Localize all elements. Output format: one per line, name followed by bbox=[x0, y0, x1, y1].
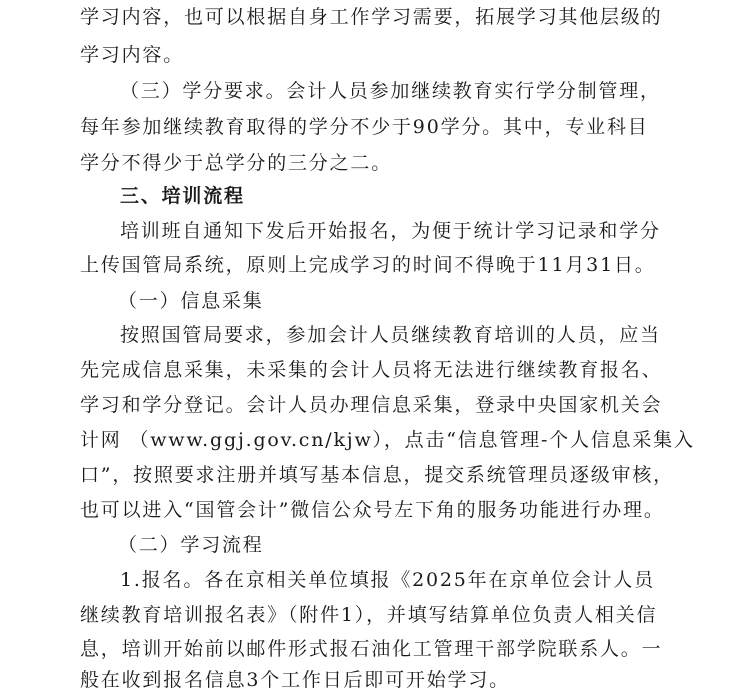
paragraph-line: 按照国管局要求，参加会计人员继续教育培训的人员，应当 bbox=[120, 324, 661, 346]
paragraph-line: （三）学分要求。会计人员参加继续教育实行学分制管理， bbox=[120, 80, 661, 102]
subheading-info-collection: （一）信息采集 bbox=[118, 290, 264, 312]
paragraph-line: 学分不得少于总学分的三分之二。 bbox=[80, 152, 393, 174]
paragraph-line: 计网 （www.ggj.gov.cn/kjw），点击“信息管理-个人信息采集入 bbox=[80, 429, 695, 451]
paragraph-line: 每年参加继续教育取得的学分不少于90学分。其中，专业科目 bbox=[80, 116, 649, 138]
paragraph-line: 1.报名。各在京相关单位填报《2025年在京单位会计人员 bbox=[120, 569, 655, 591]
paragraph-line: 息，培训开始前以邮件形式报石油化工管理干部学院联系人。一 bbox=[80, 638, 663, 660]
paragraph-line: 口”，按照要求注册并填写基本信息，提交系统管理员逐级审核， bbox=[80, 464, 674, 486]
paragraph-line: 学习内容，也可以根据自身工作学习需要，拓展学习其他层级的 bbox=[80, 6, 663, 28]
subheading-study-process: （二）学习流程 bbox=[118, 534, 264, 556]
paragraph-line: 也可以进入“国管会计”微信公众号左下角的服务功能进行办理。 bbox=[80, 499, 665, 521]
paragraph-line: 上传国管局系统，原则上完成学习的时间不得晚于11月31日。 bbox=[80, 254, 656, 276]
paragraph-line: 培训班自通知下发后开始报名，为便于统计学习记录和学分 bbox=[120, 220, 661, 242]
paragraph-line: 先完成信息采集，未采集的会计人员将无法进行继续教育报名、 bbox=[80, 359, 663, 381]
paragraph-line: 学习内容。 bbox=[80, 44, 185, 66]
paragraph-line: 继续教育培训报名表》（附件1），并填写结算单位负责人相关信 bbox=[80, 604, 658, 626]
paragraph-line: 学习和学分登记。会计人员办理信息采集，登录中央国家机关会 bbox=[80, 394, 663, 416]
section-heading: 三、培训流程 bbox=[120, 185, 245, 207]
paragraph-line: 般在收到报名信息3个工作日后即可开始学习。 bbox=[80, 669, 510, 691]
